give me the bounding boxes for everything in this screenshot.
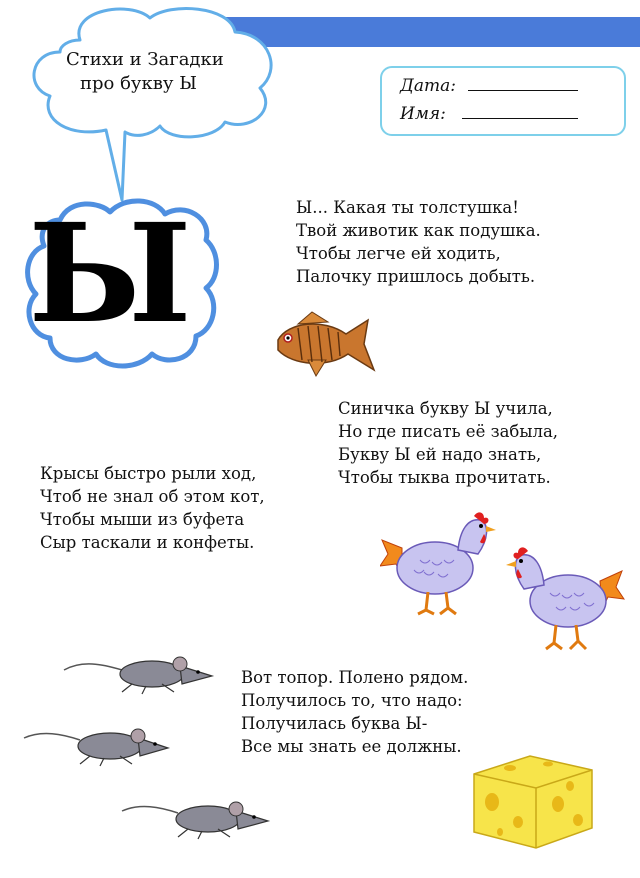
poem-line: Букву Ы ей надо знать, bbox=[338, 445, 542, 464]
poem-line: Палочку пришлось добыть. bbox=[296, 267, 536, 286]
poem-1 bbox=[296, 196, 541, 288]
mouse-illustration bbox=[62, 650, 217, 695]
mouse-illustration bbox=[120, 795, 272, 840]
poem-4 bbox=[241, 666, 468, 758]
hen-illustration bbox=[500, 545, 625, 655]
thought-cloud bbox=[20, 0, 300, 210]
fish-illustration bbox=[268, 310, 378, 382]
poem-line: Все мы знать ее должны. bbox=[241, 737, 462, 756]
page-title bbox=[66, 48, 224, 96]
info-box bbox=[380, 66, 626, 136]
date-label: Дата: bbox=[400, 76, 456, 96]
date-field[interactable] bbox=[468, 76, 578, 91]
poem-2 bbox=[338, 397, 558, 489]
name-row bbox=[400, 104, 578, 124]
poem-line: Чтобы легче ей ходить, bbox=[296, 244, 501, 263]
poem-3 bbox=[40, 462, 265, 554]
poem-line: Но где писать её забыла, bbox=[338, 422, 559, 441]
poem-line: Сыр таскали и конфеты. bbox=[40, 533, 255, 552]
poem-line: Вот топор. Полено рядом. bbox=[241, 668, 469, 687]
hen-illustration bbox=[380, 510, 500, 620]
big-letter: Ы bbox=[28, 194, 192, 354]
poem-line: Синичка букву Ы учила, bbox=[338, 399, 553, 418]
cheese-illustration bbox=[470, 752, 595, 852]
poem-line: Чтобы тыква прочитать. bbox=[338, 468, 551, 487]
poem-line: Крысы быстро рыли ход, bbox=[40, 464, 257, 483]
name-label: Имя: bbox=[400, 104, 446, 124]
poem-line: Ы... Какая ты толстушка! bbox=[296, 198, 519, 217]
title-line-1: Стихи и Загадки bbox=[66, 49, 224, 70]
title-line-2: про букву Ы bbox=[80, 73, 197, 94]
mouse-illustration bbox=[22, 722, 172, 767]
poem-line: Чтоб не знал об этом кот, bbox=[40, 487, 265, 506]
poem-line: Чтобы мыши из буфета bbox=[40, 510, 245, 529]
poem-line: Получилась буква Ы- bbox=[241, 714, 428, 733]
name-field[interactable] bbox=[462, 104, 578, 119]
poem-line: Получилось то, что надо: bbox=[241, 691, 463, 710]
date-row bbox=[400, 76, 578, 96]
poem-line: Твой животик как подушка. bbox=[296, 221, 541, 240]
